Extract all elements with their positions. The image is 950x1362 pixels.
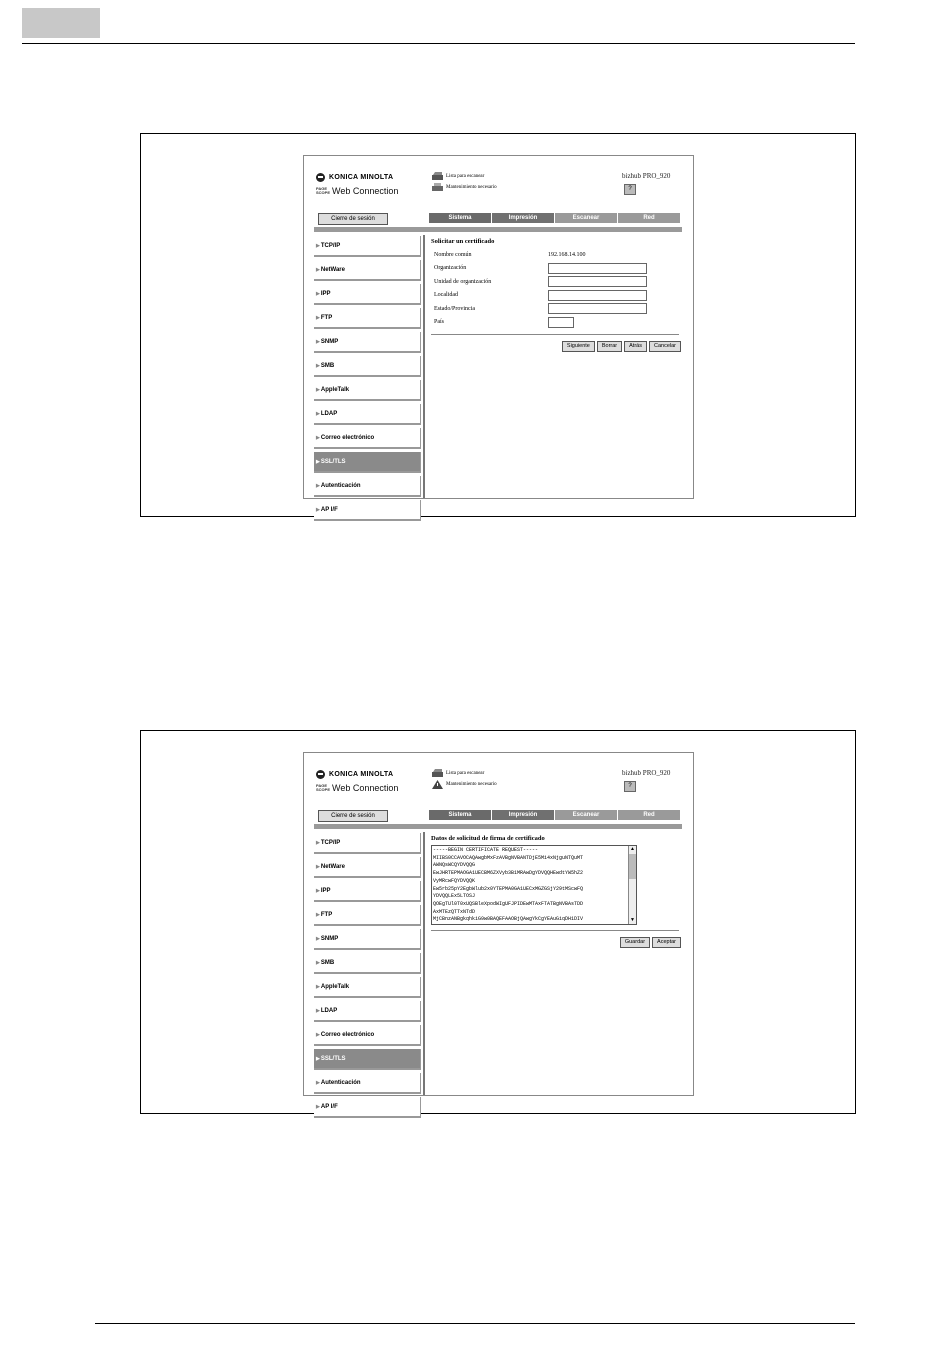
sidebar-item-tcpip[interactable]: ▶ TCP/IP [314, 833, 421, 854]
sidebar-item-authentication[interactable]: ▶ Autenticación [314, 1073, 421, 1094]
arrow-right-icon: ▶ [316, 1079, 320, 1086]
main-tabs [429, 810, 681, 820]
arrow-right-icon: ▶ [316, 362, 320, 369]
arrow-right-icon: ▶ [316, 506, 320, 513]
tab-escanear[interactable]: Escanear [555, 810, 617, 820]
sidebar-item-email[interactable]: ▶ Correo electrónico [314, 1025, 421, 1046]
field-row-organization: Organización [431, 262, 681, 276]
scroll-up-icon[interactable]: ▲ [630, 847, 635, 852]
printer-icon [432, 183, 443, 192]
sidebar-item-ldap[interactable]: ▶ LDAP [314, 1001, 421, 1022]
tab-underline [314, 824, 682, 829]
arrow-right-icon: ▶ [316, 290, 320, 297]
cancel-button[interactable]: Cancelar [649, 341, 681, 352]
browser-screenshot-1 [303, 155, 694, 513]
csr-data-panel [431, 835, 681, 948]
arrow-right-icon: ▶ [316, 314, 320, 321]
field-row-country: País [431, 316, 681, 330]
logout-button[interactable]: Cierre de sesión [318, 810, 388, 822]
konica-minolta-logo: KONICA MINOLTA [316, 172, 393, 182]
sidebar-item-ap-if[interactable]: ▶ AP I/F [314, 500, 421, 521]
arrow-right-icon: ▶ [316, 482, 320, 489]
sidebar [314, 833, 421, 1121]
header-rule [22, 43, 855, 44]
logout-button[interactable]: Cierre de sesión [318, 213, 388, 225]
form-buttons [431, 341, 681, 352]
sidebar-item-ldap[interactable]: ▶ LDAP [314, 404, 421, 425]
figure-frame-2 [140, 730, 856, 1114]
chapter-tab [22, 8, 100, 38]
org-unit-input[interactable] [548, 276, 647, 287]
scroll-down-icon[interactable]: ▼ [630, 918, 635, 923]
country-input[interactable] [548, 317, 574, 328]
field-row-locality: Localidad [431, 289, 681, 303]
device-name: bizhub PRO_920 [622, 172, 671, 180]
figure-frame-1 [140, 133, 856, 517]
sidebar [314, 236, 421, 524]
pagescope-brand [316, 186, 398, 196]
sidebar-item-ipp[interactable]: ▶ IPP [314, 284, 421, 305]
tab-impresion[interactable]: Impresión [492, 810, 554, 820]
arrow-right-icon: ▶ [316, 983, 320, 990]
csr-textarea[interactable] [431, 845, 637, 925]
arrow-right-icon: ▶ [316, 887, 320, 894]
field-row-state: Estado/Provincia [431, 302, 681, 316]
page-title: Solicitar un certificado [431, 238, 495, 245]
common-name-value: 192.168.14.100 [548, 251, 586, 258]
footer-rule [95, 1323, 855, 1324]
arrow-right-icon: ▶ [316, 434, 320, 441]
util-link-scan-list[interactable]: Lista para escanear [432, 769, 484, 778]
sidebar-divider [423, 235, 425, 498]
accept-button[interactable]: Aceptar [652, 937, 681, 948]
sidebar-item-email[interactable]: ▶ Correo electrónico [314, 428, 421, 449]
arrow-right-icon: ▶ [316, 386, 320, 393]
product-name: Web Connection [332, 186, 399, 196]
tab-red[interactable]: Red [618, 213, 680, 223]
sidebar-item-netware[interactable]: ▶ NetWare [314, 857, 421, 878]
sidebar-item-ftp[interactable]: ▶ FTP [314, 308, 421, 329]
help-button[interactable]: ? [624, 184, 636, 195]
form-divider [431, 930, 679, 931]
arrow-right-icon: ▶ [316, 1007, 320, 1014]
help-button[interactable]: ? [624, 781, 636, 792]
arrow-right-icon: ▶ [316, 935, 320, 942]
arrow-right-icon: ▶ [316, 458, 320, 465]
arrow-right-icon: ▶ [316, 338, 320, 345]
sidebar-item-ipp[interactable]: ▶ IPP [314, 881, 421, 902]
arrow-right-icon: ▶ [316, 959, 320, 966]
arrow-right-icon: ▶ [316, 839, 320, 846]
scanner-icon [432, 172, 443, 181]
sidebar-item-smb[interactable]: ▶ SMB [314, 953, 421, 974]
tab-red[interactable]: Red [618, 810, 680, 820]
arrow-right-icon: ▶ [316, 863, 320, 870]
sidebar-item-tcpip[interactable]: ▶ TCP/IP [314, 236, 421, 257]
form-buttons [431, 937, 681, 948]
util-link-maintenance[interactable]: Mantenimiento necesario [432, 780, 497, 789]
tab-impresion[interactable]: Impresión [492, 213, 554, 223]
state-input[interactable] [548, 303, 647, 314]
arrow-right-icon: ▶ [316, 911, 320, 918]
sidebar-item-ssl-tls[interactable]: ▶ SSL/TLS [314, 1049, 421, 1070]
locality-input[interactable] [548, 290, 647, 301]
sidebar-item-netware[interactable]: ▶ NetWare [314, 260, 421, 281]
pagescope-badge: PAGE SCOPE [316, 186, 331, 195]
sidebar-item-snmp[interactable]: ▶ SNMP [314, 332, 421, 353]
arrow-right-icon: ▶ [316, 1031, 320, 1038]
csr-text: -----BEGIN CERTIFICATE REQUEST----- MIIBS0CCAVOCAQAwgbMxFzAVBgNVBANTDjE5Mi4xNjguNTQuMT AWNQsWCQYDVQQG EwJHRTEPMAOGA1UECBM6ZXVyb3B1MRAwDgYDVQQHEwdtYW5hZ2 VyMRcwFQYDVQQK Ew5rb25pY2EgbWlub2x0YTEPMA0GA1UECxMGZGSjY29tMScwFQ YDVQQLEx5LTOSJ QOEgTUl0T0xUQSBleXpodWIgUFJPIDEwMTAxFTATBgNVBAsTDD AxMTEzQTTxNTdD MjCBnzANBgkqhkiG9w0BAQEFAAOBjQAwgYkCgYEAuGiqDH1DIV [433, 847, 584, 923]
device-name: bizhub PRO_920 [622, 769, 671, 777]
warning-icon [432, 780, 443, 789]
product-name: Web Connection [332, 783, 399, 793]
arrow-right-icon: ▶ [316, 1103, 320, 1110]
tab-underline [314, 227, 682, 232]
pagescope-brand [316, 783, 398, 793]
browser-screenshot-2 [303, 752, 694, 1110]
scroll-thumb[interactable] [629, 854, 636, 879]
tab-sistema[interactable]: Sistema [429, 810, 491, 820]
arrow-right-icon: ▶ [316, 410, 320, 417]
page-title: Datos de solicitud de firma de certificado [431, 835, 545, 842]
pagescope-badge: PAGE SCOPE [316, 783, 331, 792]
sidebar-item-appletalk[interactable]: ▶ AppleTalk [314, 380, 421, 401]
save-button[interactable]: Guardar [620, 937, 650, 948]
certificate-request-form [431, 238, 681, 352]
sidebar-divider [423, 832, 425, 1095]
field-row-org-unit: Unidad de organización [431, 275, 681, 289]
sidebar-item-ssl-tls[interactable]: ▶ SSL/TLS [314, 452, 421, 473]
form-divider [431, 334, 679, 335]
arrow-right-icon: ▶ [316, 266, 320, 273]
csr-scrollbar[interactable] [628, 846, 636, 924]
tab-sistema[interactable]: Sistema [429, 213, 491, 223]
util-link-maintenance[interactable]: Mantenimiento necesario [432, 183, 497, 192]
sidebar-item-ap-if[interactable]: ▶ AP I/F [314, 1097, 421, 1118]
organization-input[interactable] [548, 263, 647, 274]
scanner-icon [432, 769, 443, 778]
sidebar-item-smb[interactable]: ▶ SMB [314, 356, 421, 377]
next-button[interactable]: Siguiente [562, 341, 595, 352]
main-tabs [429, 213, 681, 223]
back-button[interactable]: Atrás [624, 341, 647, 352]
field-row-common-name: Nombre común 192.168.14.100 [434, 251, 586, 258]
konica-minolta-logo-icon [316, 173, 325, 182]
sidebar-item-appletalk[interactable]: ▶ AppleTalk [314, 977, 421, 998]
sidebar-item-authentication[interactable]: ▶ Autenticación [314, 476, 421, 497]
arrow-right-icon: ▶ [316, 242, 320, 249]
konica-minolta-logo: KONICA MINOLTA [316, 769, 393, 779]
sidebar-item-snmp[interactable]: ▶ SNMP [314, 929, 421, 950]
sidebar-item-ftp[interactable]: ▶ FTP [314, 905, 421, 926]
konica-minolta-logo-icon [316, 770, 325, 779]
clear-button[interactable]: Borrar [597, 341, 622, 352]
util-link-scan-list[interactable]: Lista para escanear [432, 172, 484, 181]
arrow-right-icon: ▶ [316, 1055, 320, 1062]
tab-escanear[interactable]: Escanear [555, 213, 617, 223]
